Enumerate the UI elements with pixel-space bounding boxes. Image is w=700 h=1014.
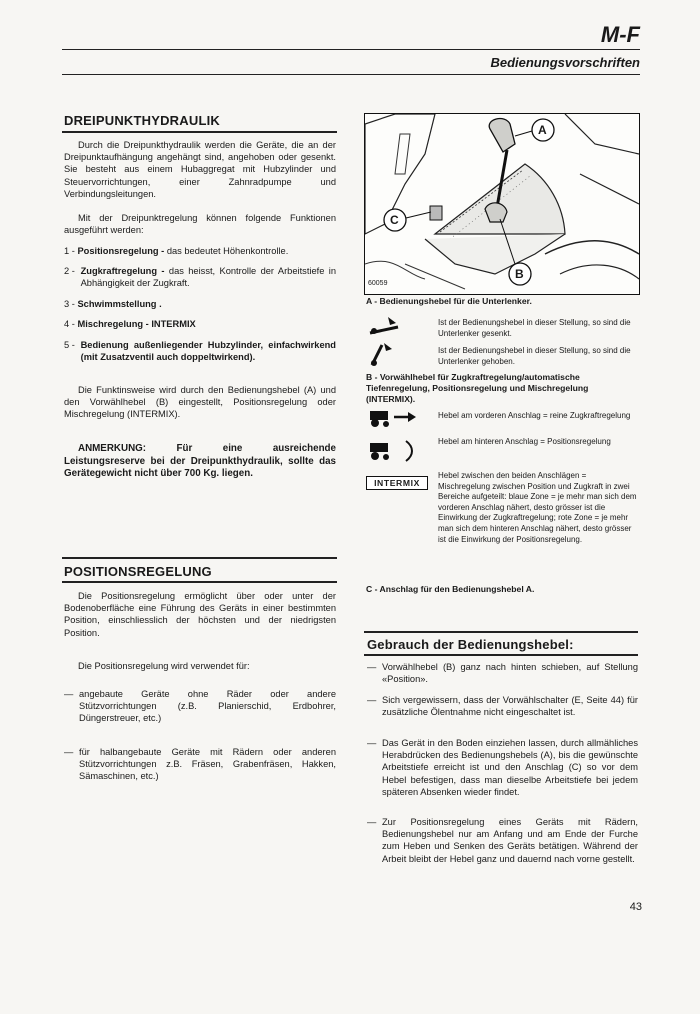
function-item-4: 4 - Mischregelung - INTERMIX [64,319,196,329]
header-subtitle: Bedienungsvorschriften [490,55,640,70]
section-rule [62,131,337,133]
position-paragraph-2: Die Positionsregelung wird verwendet für: [78,661,250,671]
section-rule-top [62,557,337,559]
caption-b: B - Vorwählhebel für Zugkraftregelung/automatische Tiefenregelung, Positionsregelung und Mischregelung (INTERMIX). [366,372,589,404]
header-rule-bottom [62,74,640,75]
section-rule [62,581,337,583]
usage-step: — Das Gerät in den Boden einziehen lassen, durch allmähliches Herabdrücken des Bedienungshebels (A), bis die gewünschte Arbeitstiefe erreicht ist und den Anschlag (C) so vor dem Hebel befestigen, dass man dieselbe Arbeitstiefe bei jedem späteren Absenken wieder findet. [367,738,638,797]
function-item-2: 2 - Zugkraftregelung - das heisst, Kontrolle der Arbeitstiefe in Abhängigkeit der Zugkraft. [64,266,336,289]
lever-down-desc: Ist der Bedienungshebel in dieser Stellung, so sind die Unterlenker gesenkt. [438,318,631,338]
callout-b-label: B [515,267,524,281]
intermix-desc: Hebel zwischen den beiden Anschlägen = Mischregelung zwischen Position und Zugkraft in zwei Bereiche aufgeteilt: blaue Zone = je mehr man sich dem vorderen Anschlag nähert, desto grösser ist die Einwirkung der Zugkraftregelung; rote Zone = je mehr man sich dem hinteren Anschlag nähert, desto grösser ist die Einwirkung der Positionsregelung. [438,471,637,544]
usage-step: — Zur Positionsregelung eines Geräts mit Rädern, Bedienungshebel nur am Anfang und am Ende der Furche zum Heben und Senken des Geräts betätigen. Während der Arbeit bleibt der Hebel ganz und dauernd nach vorne gestellt. [367,817,638,864]
section-title-gebrauch: Gebrauch der Bedienungshebel: [367,637,574,652]
chapter-code: M-F [600,22,640,47]
functions-intro: Mit der Dreipunktregelung können folgende Funktionen ausgeführt werden: [64,213,336,236]
function-item-5: 5 - Bedienung außenliegender Hubzylinder, einfachwirkend (mit Zusatzventil auch doppeltwirkend). [64,340,336,363]
lever-down-icon [368,313,404,337]
section-rule-top [364,631,638,633]
figure-code: 60059 [368,280,388,287]
callout-a-label: A [538,123,547,137]
function-item-3: 3 - Schwimmstellung . [64,299,162,309]
position-paragraph-1: Die Positionsregelung ermöglicht über oder unter der Bodenoberfläche eine Führung des Geräts in einer bestimmten Position, einschliesslich der höchsten und der niedrigsten Position. [64,591,336,638]
lever-up-icon [368,341,404,367]
caption-c: C - Anschlag für den Bedienungshebel A. [366,584,535,594]
function-item-1: 1 - Positionsregelung - das bedeutet Höhenkontrolle. [64,246,289,256]
usage-step: — Sich vergewissern, dass der Vorwählschalter (E, Seite 44) für zusätzliche Ölentnahme nicht eingeschaltet ist. [367,695,638,718]
operation-paragraph: Die Funktinsweise wird durch den Bedienungshebel (A) und den Vorwählhebel (B) eingestellt, Positionsregelung oder Mischregelung (INTERMIX). [64,385,336,420]
tractor-draft-icon [368,407,418,429]
tractor-position-desc: Hebel am hinteren Anschlag = Positionsregelung [438,437,611,446]
weight-note: ANMERKUNG: Für eine ausreichende Leistungsreserve bei der Dreipunkthydraulik, sollte das Gerätegewicht nicht über 700 Kg. liegen. [64,443,336,480]
position-usage-item: — angebaute Geräte ohne Räder oder andere Stützvorrichtungen (z.B. Planierschid, Erdbohrer, Düngerstreuer, etc.) [64,689,336,724]
hydraulic-lever-figure [364,113,640,295]
position-usage-item: — für halbangebaute Geräte mit Rädern oder anderen Stützvorrichtungen z.B. Fräsen, Grabenfräsen, Hakken, Sämaschinen, etc.) [64,747,336,782]
intermix-label: INTERMIX [366,476,428,490]
section-title-dreipunkthydraulik: DREIPUNKTHYDRAULIK [64,113,220,128]
tractor-draft-desc: Hebel am vorderen Anschlag = reine Zugkraftregelung [438,411,631,420]
section-rule [364,654,638,656]
callout-c-label: C [390,213,399,227]
intro-paragraph: Durch die Dreipunkthydraulik werden die Geräte, die an der Dreipunktaufhängung angehängt sind, angehoben oder gesenkt. Sie besteht aus einem Hubaggregat mit Hubzylinder und Steuervorrichtungen, einer Zahnradpumpe und Verbindungsleitungen. [64,140,336,199]
caption-a: A - Bedienungshebel für die Unterlenker. [366,296,532,306]
page-number: 43 [629,901,642,913]
header-rule-top [62,49,640,50]
lever-up-desc: Ist der Bedienungshebel in dieser Stellung, so sind die Unterlenker gehoben. [438,346,631,366]
usage-step: — Vorwählhebel (B) ganz nach hinten schieben, auf Stellung «Position». [367,662,638,685]
section-title-positionsregelung: POSITIONSREGELUNG [64,564,212,579]
tractor-position-icon [368,437,418,463]
